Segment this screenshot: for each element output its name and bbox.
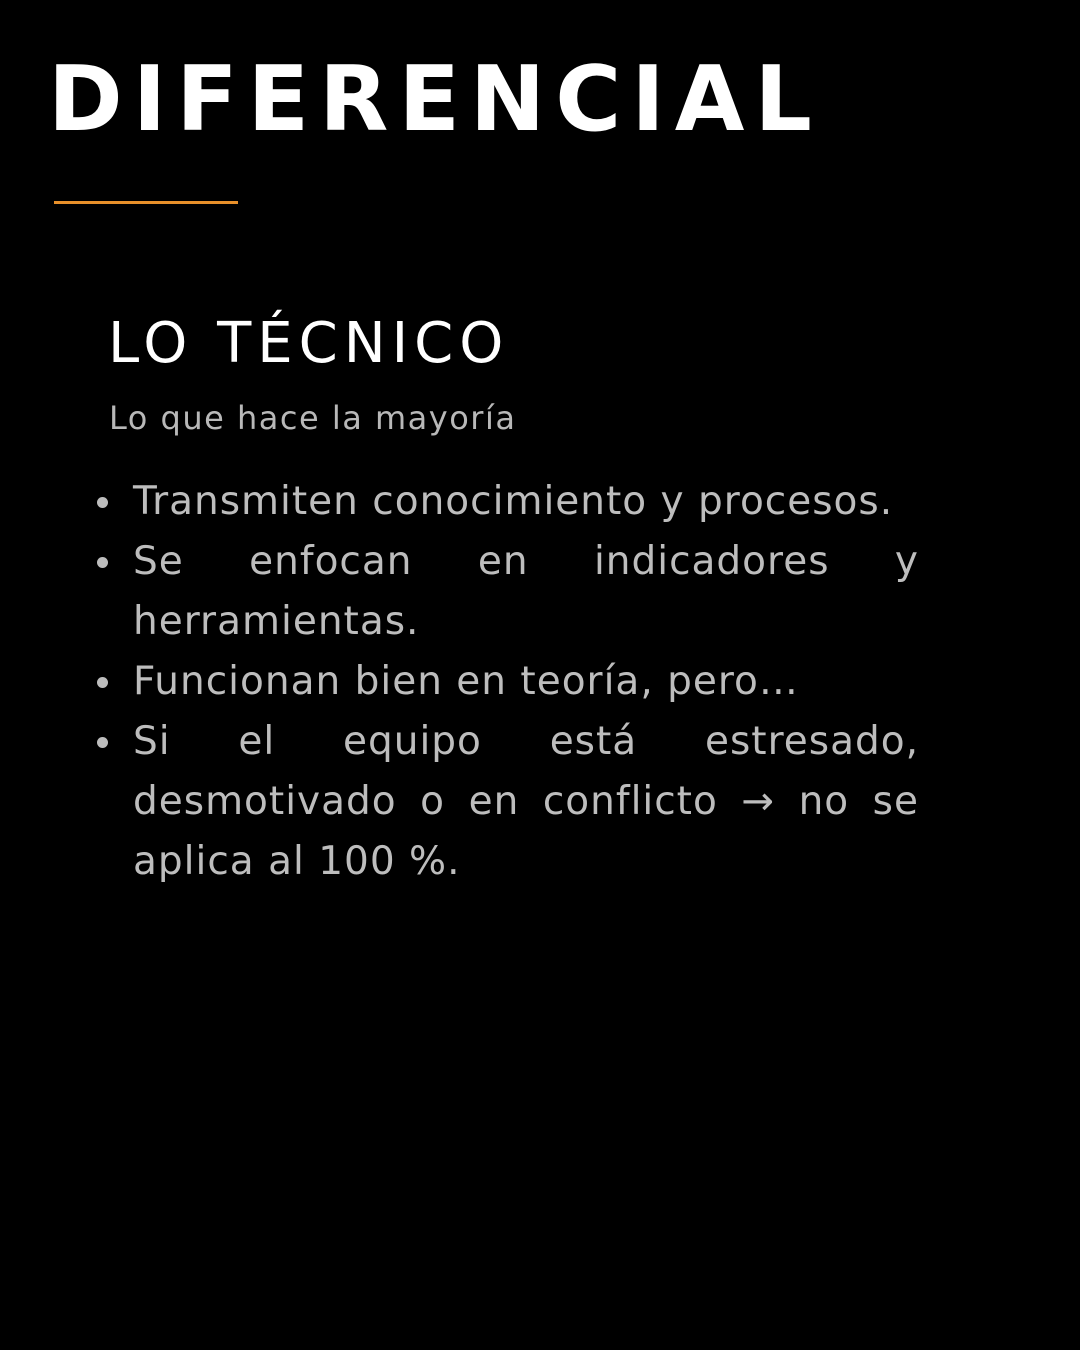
main-title: DIFERENCIAL <box>48 47 822 152</box>
bullet-dot-icon <box>97 497 108 508</box>
bullet-item <box>133 532 919 652</box>
bullet-dot-icon <box>97 677 108 688</box>
bullet-list <box>133 472 919 892</box>
bullet-item <box>133 652 919 712</box>
bullet-dot-icon <box>97 557 108 568</box>
bullet-text: Si el equipo está estresado, desmotivado o en conflicto → no se aplica al 100 %. <box>133 719 919 884</box>
bullet-text: Se enfocan en indicadores y herramientas. <box>133 539 919 644</box>
bullet-item <box>133 712 919 892</box>
bullet-text: Transmiten conocimiento y procesos. <box>133 479 894 524</box>
bullet-dot-icon <box>97 737 108 748</box>
bullet-item <box>133 472 919 532</box>
accent-divider <box>54 201 238 204</box>
section-subtitle: Lo que hace la mayoría <box>109 399 517 437</box>
bullet-text: Funcionan bien en teoría, pero… <box>133 659 799 704</box>
section-title: LO TÉCNICO <box>108 311 510 376</box>
